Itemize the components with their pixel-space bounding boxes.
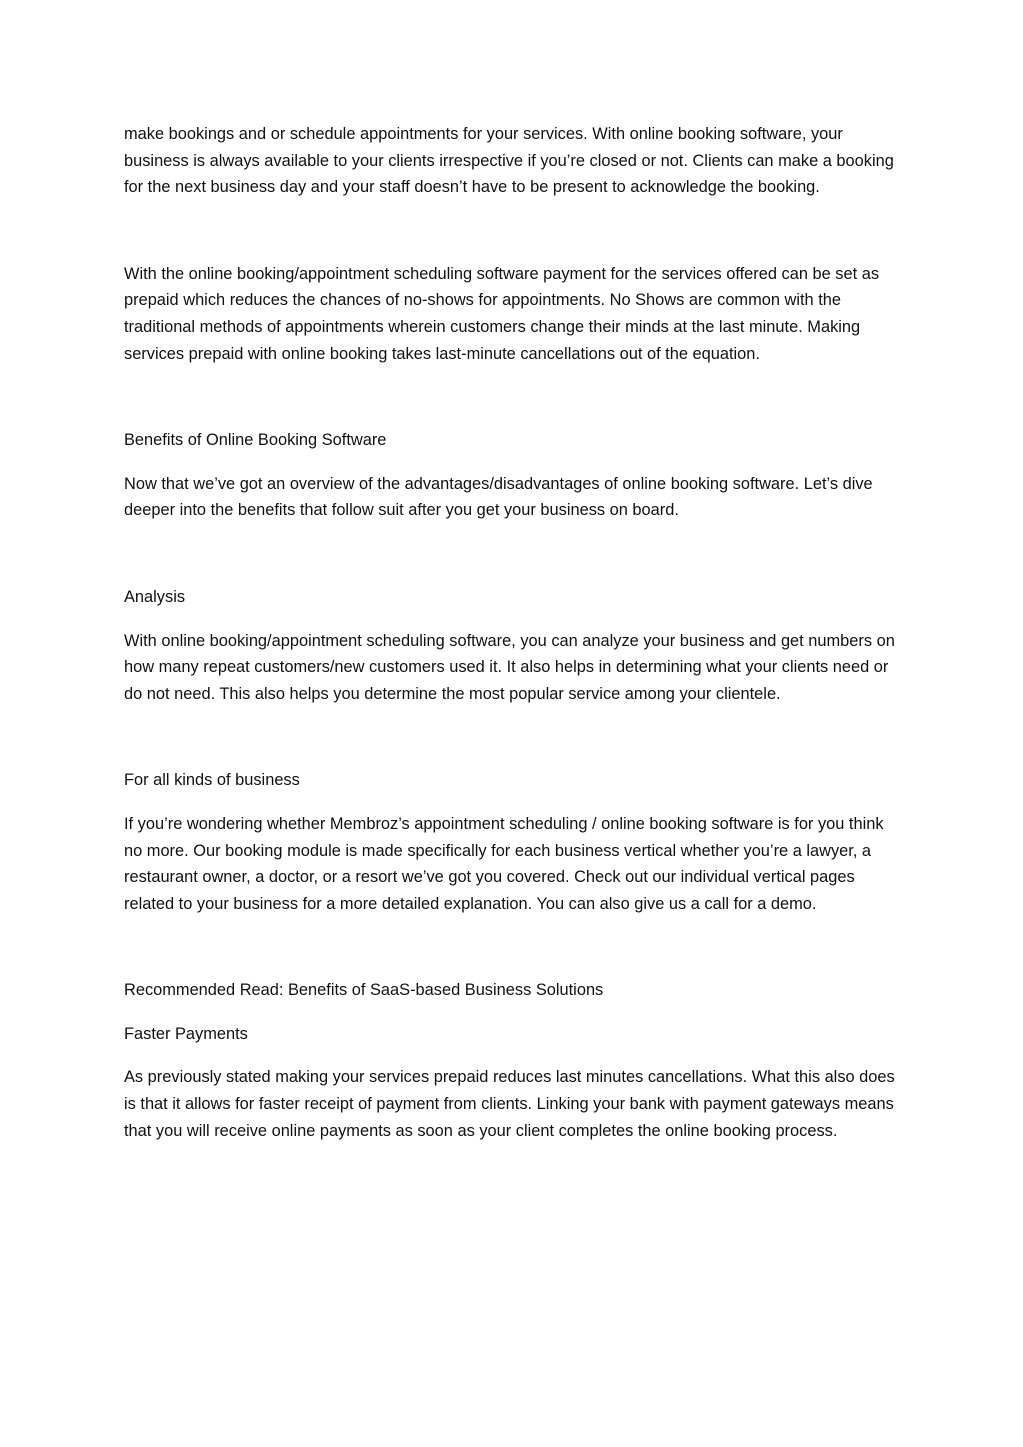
heading-benefits: Benefits of Online Booking Software	[124, 431, 387, 450]
spacer	[124, 1004, 899, 1021]
paragraph-all-kinds-of-business: If you’re wondering whether Membroz’s appointment scheduling / online booking software is for you think no more. Our booking module is made specifically for each business vertical whether you’re a lawyer, a restaurant owner, a doctor, or a resort we’ve got you covered. Check out our individual vertical pages related to your business for a more detailed explanation. You can also give us a call for a demo.	[124, 814, 884, 913]
heading-analysis: Analysis	[124, 587, 186, 606]
spacer	[124, 524, 899, 584]
paragraph-faster-payments: As previously stated making your services prepaid reduces last minutes cancellations. What this also does is that it allows for faster receipt of payment from clients. Linking your bank with payment gateways means that you will receive online payments as soon as your client completes the online booking process.	[124, 1068, 895, 1140]
heading-all-kinds-of-business: For all kinds of business	[124, 771, 300, 790]
spacer	[124, 611, 899, 628]
document-body	[124, 121, 899, 1144]
paragraph-analysis: With online booking/appointment scheduling software, you can analyze your business and get numbers on how many repeat customers/new customers used it. It also helps in determining what your clients need or do not need. This also helps you determine the most popular service among your clientele.	[124, 631, 895, 703]
spacer	[124, 707, 899, 767]
recommended-read: Recommended Read: Benefits of SaaS-based Business Solutions	[124, 981, 604, 1000]
spacer	[124, 917, 899, 977]
paragraph-booking-availability: make bookings and or schedule appointments for your services. With online booking software, your business is always available to your clients irrespective if you’re closed or not. Clients can make a booking for the next business day and your staff doesn’t have to be present to acknowledge the booking.	[124, 125, 894, 197]
paragraph-benefits-intro: Now that we’ve got an overview of the advantages/disadvantages of online booking software. Let’s dive deeper into the benefits that follow suit after you get your business on board.	[124, 474, 873, 520]
spacer	[124, 794, 899, 811]
spacer	[124, 1047, 899, 1064]
paragraph-prepaid-payments: With the online booking/appointment scheduling software payment for the services offered can be set as prepaid which reduces the chances of no-shows for appointments. No Shows are common with the traditional methods of appointments wherein customers change their minds at the last minute. Making services prepaid with online booking takes last-minute cancellations out of the equation.	[124, 264, 880, 363]
heading-faster-payments: Faster Payments	[124, 1024, 248, 1043]
spacer	[124, 454, 899, 471]
spacer	[124, 201, 899, 261]
spacer	[124, 367, 899, 427]
